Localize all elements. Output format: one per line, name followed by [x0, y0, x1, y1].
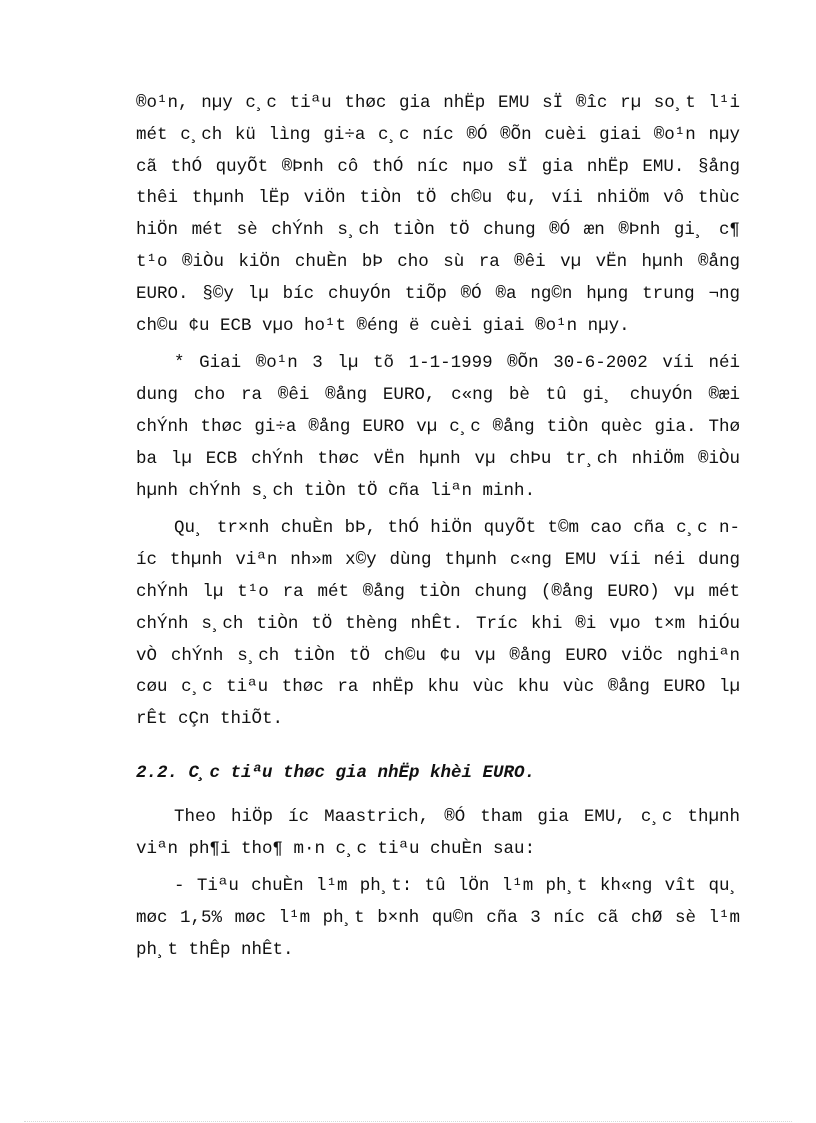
paragraph-4: Theo hiÖp íc Maastrich, ®Ó tham gia EMU, c¸c thµnh viªn ph¶i tho¶ m·n c¸c tiªu chuÈn sau:: [136, 806, 740, 859]
section-heading: 2.2. C¸c tiªu thøc gia nhËp khèi EURO.: [136, 762, 536, 783]
paragraph-2: * Giai ®o¹n 3 lµ tõ 1-1-1999 ®Õn 30-6-2002 víi néi dung cho ra ®êi ®ång EURO, c«ng bè tû gi¸ chuyÓn ®æi chÝnh thøc gi÷a ®ång EURO vµ c¸c ®ång tiÒn quèc gia. Thø ba lµ ECB chÝnh thøc vËn hµnh vµ chÞu tr¸ch nhiÖm ®iÒu hµnh chÝnh s¸ch tiÒn tÖ cña liªn minh.: [136, 353, 740, 501]
page-bottom-divider: [24, 1121, 792, 1122]
paragraph-5: - Tiªu chuÈn l¹m ph¸t: tû lÖn l¹m ph¸t kh«ng vît qu¸ møc 1,5% møc l¹m ph¸t b×nh qu©n cña 3 níc cã chØ sè l¹m ph¸t thÊp nhÊt.: [136, 876, 740, 960]
paragraph-3: Qu¸ tr×nh chuÈn bÞ, thÓ hiÖn quyÕt t©m cao cña c¸c níc thµnh viªn nh»m x©y dùng thµnh c«ng EMU víi néi dung chÝnh lµ t¹o ra mét ®ång tiÒn chung (®ång EURO) vµ mét chÝnh s¸ch tiÒn tÖ thèng nhÊt. Tríc khi ®i vµo t×m hiÓu vÒ chÝnh s¸ch tiÒn tÖ ch©u ¢u vµ ®ång EURO viÖc nghiªn cøu c¸c tiªu thøc ra nhËp khu vùc khu vùc ®ång EURO lµ rÊt cÇn thiÕt.: [136, 518, 740, 730]
document-body: [136, 88, 740, 973]
paragraph-1: ®o¹n, nµy c¸c tiªu thøc gia nhËp EMU sÏ ®îc rµ so¸t l¹i mét c¸ch kü lìng gi÷a c¸c níc ®Ó ®Õn cuèi giai ®o¹n nµy cã thÓ quyÕt ®Þnh cô thÓ níc nµo sÏ gia nhËp EMU. §ång thêi thµnh lËp viÖn tiÒn tÖ ch©u ¢u, víi nhiÖm vô thùc hiÖn mét sè chÝnh s¸ch tiÒn tÖ chung ®Ó æn ®Þnh gi¸ c¶ t¹o ®iÒu kiÖn chuÈn bÞ cho sù ra ®êi vµ vËn hµnh ®ång EURO. §©y lµ bíc chuyÓn tiÕp ®Ó ®a ng©n hµng trung ¬ng ch©u ¢u ECB vµo ho¹t ®éng ë cuèi giai ®o¹n nµy.: [136, 93, 740, 336]
